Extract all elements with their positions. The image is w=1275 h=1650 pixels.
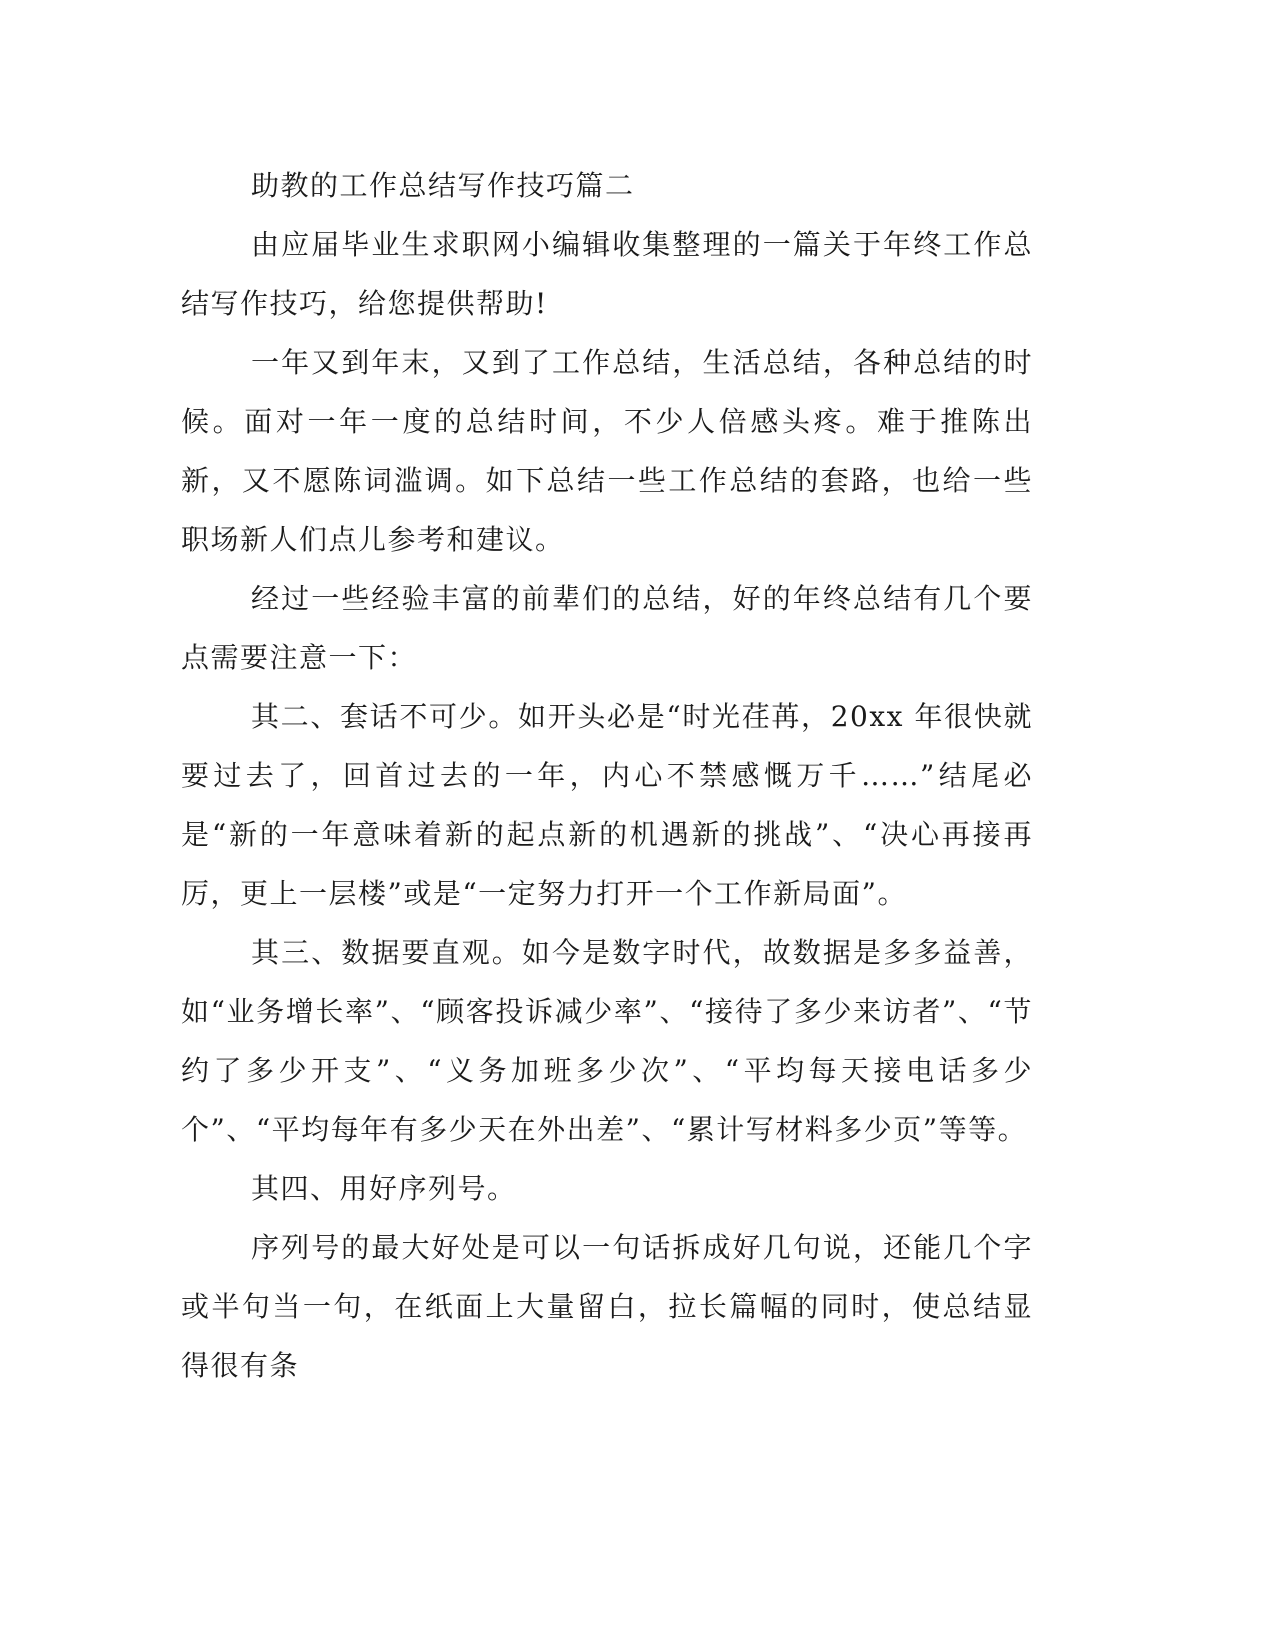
document-heading: 助教的工作总结写作技巧篇二: [251, 169, 635, 202]
paragraph-intro: 由应届毕业生求职网小编辑收集整理的一篇关于年终工作总结写作技巧，给您提供帮助!: [181, 228, 1033, 320]
document-body: [181, 156, 1033, 1395]
paragraph-point-two: 其二、套话不可少。如开头必是“时光荏苒，20xx 年很快就要过去了，回首过去的一年，内心不禁感慨万千……”结尾必是“新的一年意味着新的起点新的机遇新的挑战”、“决心再接再厉，更上一层楼”或是“一定努力打开一个工作新局面”。: [181, 700, 1033, 910]
paragraph-serial-numbers: 序列号的最大好处是可以一句话拆成好几句说，还能几个字或半句当一句，在纸面上大量留白，拉长篇幅的同时，使总结显得很有条: [181, 1231, 1033, 1382]
paragraph-key-points: 经过一些经验丰富的前辈们的总结，好的年终总结有几个要点需要注意一下：: [181, 582, 1033, 674]
paragraph-year-end: 一年又到年末，又到了工作总结，生活总结，各种总结的时候。面对一年一度的总结时间，不少人倍感头疼。难于推陈出新，又不愿陈词滥调。如下总结一些工作总结的套路，也给一些职场新人们点儿参考和建议。: [181, 346, 1033, 556]
paragraph-point-three: 其三、数据要直观。如今是数字时代，故数据是多多益善，如“业务增长率”、“顾客投诉减少率”、“接待了多少来访者”、“节约了多少开支”、“义务加班多少次”、“平均每天接电话多少个”、“平均每年有多少天在外出差”、“累计写材料多少页”等等。: [181, 936, 1033, 1146]
paragraph-point-four: 其四、用好序列号。: [251, 1172, 517, 1205]
